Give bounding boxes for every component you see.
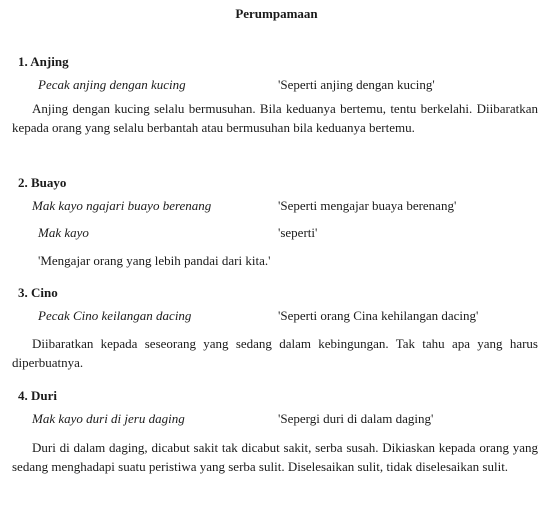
section-heading: 2. Buayo xyxy=(18,175,67,190)
proverb-phrase: Mak kayo duri di jeru daging xyxy=(32,411,185,426)
proverb-meaning: 'Seperti mengajar buaya berenang' xyxy=(278,198,457,213)
proverb-phrase: Pecak Cino keilangan dacing xyxy=(38,308,192,323)
proverb-phrase: Pecak anjing dengan kucing xyxy=(38,77,186,92)
section-heading: 3. Cino xyxy=(18,285,58,300)
proverb-meaning: 'Seperti anjing dengan kucing' xyxy=(278,77,435,92)
proverb-meaning: 'Sepergi duri di dalam daging' xyxy=(278,411,434,426)
proverb-meaning: 'seperti' xyxy=(278,225,318,240)
proverb-meaning: 'Seperti orang Cina kehilangan dacing' xyxy=(278,308,479,323)
page-title: Perumpamaan xyxy=(235,6,318,21)
proverb-phrase: Mak kayo ngajari buayo berenang xyxy=(32,198,212,213)
section-explanation: Diibaratkan kepada seseorang yang sedang dalam kebingungan. Tak tahu apa yang harus diperbuatnya. xyxy=(12,336,538,370)
section-heading: 4. Duri xyxy=(18,388,57,403)
proverb-phrase: Mak kayo xyxy=(38,225,89,240)
section-heading: 1. Anjing xyxy=(18,54,69,69)
section-explanation: Anjing dengan kucing selalu bermusuhan. Bila keduanya bertemu, tentu berkelahi. Diibaratkan kepada orang yang selalu berbantah atau bermusuhan bila keduanya bertemu. xyxy=(12,101,538,135)
section-explanation: Duri di dalam daging, dicabut sakit tak dicabut sakit, serba susah. Dikiaskan kepada orang yang sedang menghadapi suatu peristiwa yang serba sulit. Diselesaikan sulit, tidak diselesaikan sulit. xyxy=(12,440,538,474)
section-explanation: 'Mengajar orang yang lebih pandai dari kita.' xyxy=(38,253,271,268)
